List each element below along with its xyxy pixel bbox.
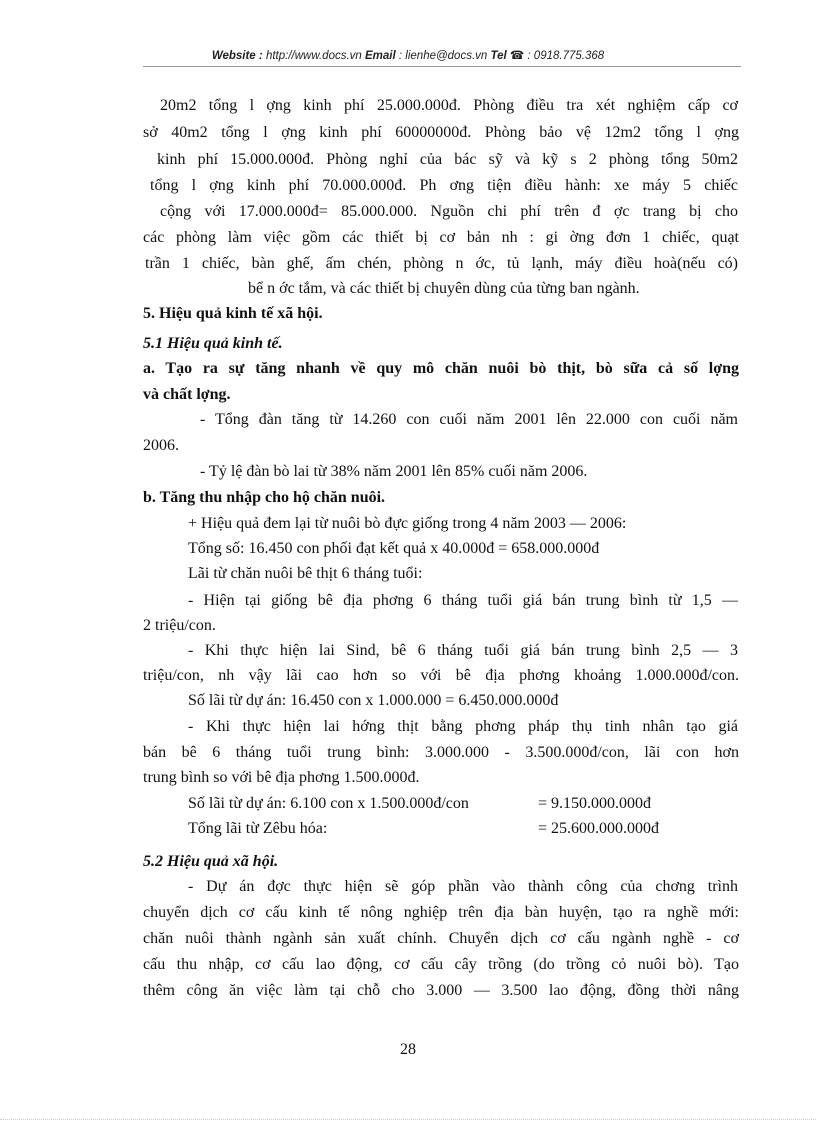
tel-label: Tel ☎ [490, 50, 525, 62]
website-label: Website : [211, 50, 263, 62]
body-line: 20m2 tổng l ợng kinh phí 25.000.000đ. Phòng điều tra xét nghiệm cấp cơ [160, 97, 738, 114]
subheading: và chất lợng. [143, 386, 231, 403]
subheading: a. Tạo ra sự tăng nhanh về quy mô chăn nuôi bò thịt, bò sữa cả số lợng [143, 360, 739, 377]
body-line: Tổng số: 16.450 con phối đạt kết quả x 40.000đ = 658.000.000đ [188, 540, 600, 557]
body-line: các phòng làm việc gồm các thiết bị cơ bản nh : gi ờng đơn 1 chiếc, quạt [143, 229, 739, 246]
body-line: kinh phí 15.000.000đ. Phòng nghỉ của bác sỹ và kỹ s 2 phòng tổng 50m2 [157, 151, 738, 168]
body-line: thêm công ăn việc làm tại chỗ cho 3.000 — 3.500 lao động, đồng thời nâng [143, 982, 739, 999]
body-line: - Tổng đàn tăng từ 14.260 con cuối năm 2001 lên 22.000 con cuối năm [200, 411, 738, 428]
body-line: trần 1 chiếc, bàn ghế, ấm chén, phòng n ớc, tủ lạnh, máy điều hoà(nếu có) [145, 255, 738, 272]
body-line: - Khi thực hiện lai Sind, bê 6 tháng tuổi giá bán trung bình 2,5 — 3 [188, 642, 738, 659]
subheading: b. Tăng thu nhập cho hộ chăn nuôi. [143, 489, 386, 506]
body-line: Số lãi từ dự án: 16.450 con x 1.000.000 = 6.450.000.000đ [188, 692, 559, 709]
email-value: : lienhe@docs.vn [398, 50, 488, 62]
body-line: chuyển dịch cơ cấu kinh tế nông nghiệp trên địa bàn huyện, tạo ra nghề mới: [143, 904, 739, 921]
body-line: cấu thu nhập, cơ cấu lao động, cơ cấu cây trồng (do trồng cỏ nuôi bò). Tạo [143, 956, 739, 973]
body-line: Lãi từ chăn nuôi bê thịt 6 tháng tuổi: [188, 565, 423, 582]
body-line: cộng với 17.000.000đ= 85.000.000. Nguồn chi phí trên đ ợc trang bị cho [160, 203, 738, 220]
body-line: tổng l ợng kinh phí 70.000.000đ. Ph ơng tiện điều hành: xe máy 5 chiếc [150, 177, 738, 194]
subsection-heading: 5.1 Hiệu quả kinh tế. [143, 335, 283, 352]
calc-value: = 25.600.000.000đ [538, 820, 660, 837]
body-line: 2 triệu/con. [143, 617, 216, 634]
page-number: 28 [400, 1041, 416, 1058]
body-line: - Tỷ lệ đàn bò lai từ 38% năm 2001 lên 85% cuối năm 2006. [200, 463, 588, 480]
body-line: bán bê 6 tháng tuổi trung bình: 3.000.000 - 3.500.000đ/con, lãi con hơn [143, 744, 739, 761]
body-line: trung bình so với bê địa phơng 1.500.000đ. [143, 769, 420, 786]
tel-value: : 0918.775.368 [527, 50, 605, 62]
body-line: - Khi thực hiện lai hớng thịt bằng phơng pháp thụ tinh nhân tạo giá [188, 718, 738, 735]
section-heading: 5. Hiệu quả kinh tế xã hội. [143, 305, 323, 322]
body-line: 2006. [143, 437, 179, 454]
calc-value: = 9.150.000.000đ [538, 795, 652, 812]
body-line: chăn nuôi thành ngành sản xuất chính. Chuyển dịch cơ cấu ngành nghề - cơ [143, 930, 739, 947]
body-line: sở 40m2 tổng l ợng kinh phí 60000000đ. Phòng bảo vệ 12m2 tổng l ợng [143, 124, 739, 141]
email-label: Email [365, 50, 396, 62]
page-header [0, 48, 816, 62]
body-line: + Hiệu quả đem lại từ nuôi bò đực giống trong 4 năm 2003 — 2006: [188, 515, 627, 532]
calc-label: Tổng lãi từ Zêbu hóa: [188, 820, 328, 837]
body-line: triệu/con, nh vậy lãi cao hơn so với bê địa phơng khoảng 1.000.000đ/con. [143, 667, 739, 684]
page-bottom-border [0, 1119, 816, 1120]
subsection-heading: 5.2 Hiệu quả xã hội. [143, 853, 279, 870]
body-line: - Dự án đợc thực hiện sẽ góp phần vào thành công của chơng trình [188, 878, 738, 895]
header-divider [143, 66, 741, 67]
body-line: - Hiện tại giống bê địa phơng 6 tháng tuổi giá bán trung bình từ 1,5 — [188, 592, 738, 609]
website-value: http://www.docs.vn [265, 50, 362, 62]
body-line: bể n ớc tắm, và các thiết bị chuyên dùng của từng ban ngành. [248, 280, 640, 297]
calc-label: Số lãi từ dự án: 6.100 con x 1.500.000đ/con [188, 795, 469, 812]
